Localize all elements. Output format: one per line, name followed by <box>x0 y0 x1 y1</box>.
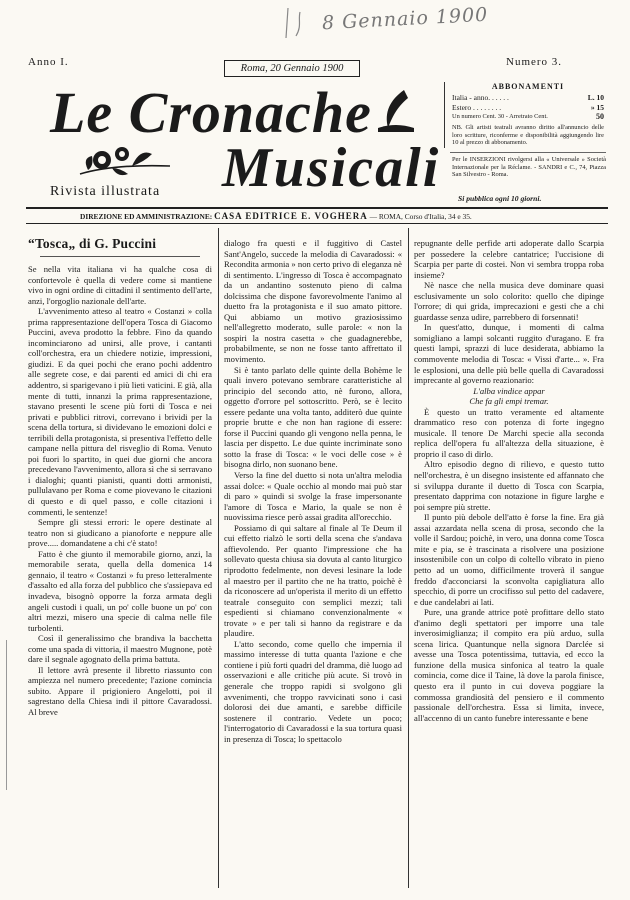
subscriptions-box <box>452 82 604 147</box>
subscriptions-divider <box>444 82 445 148</box>
row-value: » 15 <box>590 102 604 112</box>
article-paragraph: In quest'atto, dunque, i momenti di calma somigliano a lampi solcanti ruggito d'uragano. E fra questi lampi, sprazzi di luce desiderata, abbiamo la commovente melodia di Tosca: « Vissi d'arte... ». Fra le esplosioni, una delle più belle quella di Cavaradossi imprecante al governo reazionario: <box>414 322 604 386</box>
frequency-text: Si pubblica ogni 10 giorni. <box>458 194 542 203</box>
article-paragraph: dialogo fra questi e il fuggitivo di Castel Sant'Angelo, succede la melodia di Cavaradossi: « Recondita armonia » non certo privo di eleganza nè di sentimento. L'ingresso di Tosca è accompagnato da un andantino sostenuto pieno di calma dolcissima che dispone favorevolmente l'animo al duetto fra la protagonista e il suo amato pittore. Qui abbiamo un motivo graziosissimo nell'allegretto moderato, sulle parole: « non la sospiri la nostra casetta » che guadagnerebbe, probabilmente, se non ne fosse tanto affrettato il movimento. <box>224 238 402 365</box>
subscriptions-note: NB. Gli artisti teatrali avranno diritto all'annuncio delle loro scritture, riconferme e disponibilità aggiungendo lire 10 al prezzo di abbonamento. <box>452 124 604 147</box>
article-paragraph: Pure, una grande attrice potè profittare dello stato d'animo degli spettatori per imporre una tale inverosimiglianza; il compito era più arduo, sulla scena lirica. Quantunque nella signora Darclée si avesse una Tosca potentissima, tuttavia, ed ecco la funzione della musica sinfonica al teatro la quale comincia, come dice il Taine, là dove la parola finisce, questo era il punto in cui doveva poggiare la commossa grandiosità del pensiero e il commento passionale dell'orchestra. Essa si limita, invece, all'accenno di un canto funebre interessante e bene <box>414 607 604 723</box>
anno-label: Anno I. <box>28 56 69 68</box>
handwritten-note: 8 Gennaio 1900 <box>321 3 489 35</box>
article-paragraph: Il lettore avrà presente il libretto riassunto con ampiezza nel numero precedente; l'azione comincia subito. Appare il prigioniero Angelotti, poi il sagrestano della Chiesa indi il pittore Cavaradossi. Al breve <box>28 664 212 717</box>
subscriptions-heading: ABBONAMENTI <box>491 82 565 91</box>
pencil-scribble <box>280 4 320 44</box>
title-le-cronache: Le Cronache <box>50 80 372 145</box>
subscription-row-estero <box>452 103 604 113</box>
verse-line: Che fa gli empi tremar. <box>469 396 549 407</box>
verse-line: L'alba vindice appar <box>473 385 545 396</box>
band-top-rule <box>26 207 608 209</box>
row-label: Un numero Cent. 30 - Arretrato Cent. <box>452 113 548 121</box>
direzione-line <box>80 211 472 221</box>
subscription-row-numero <box>452 112 604 122</box>
article-column-3 <box>414 238 604 888</box>
publisher-name: CASA EDITRICE E. VOGHERA <box>214 211 368 221</box>
title-musicali: Musicali <box>222 137 441 199</box>
row-value: L. 10 <box>587 92 604 102</box>
address: — ROMA, Corso d'Italia, 34 e 35. <box>369 212 472 221</box>
row-label: Estero . . . . . . . . <box>452 102 502 112</box>
subscription-row-italia <box>452 93 604 103</box>
date-text: Roma, 20 Gennaio 1900 <box>240 63 344 74</box>
flower-ornament-icon <box>74 140 174 184</box>
article-title: “Tosca„ di G. Puccini <box>28 236 157 251</box>
article-paragraph: È questo un tratto veramente ed altamente drammatico reso con potenza di forte ingegno musicale. Il tenore De Marchi specie alla seconda replica dell'opera fu all'altezza della situazione, è proprio il caso di dirlo. <box>414 406 604 459</box>
article-paragraph: Possiamo di qui saltare al finale al Te Deum il cui effetto rialzò le sorti della scena che s'andava affievolendo. Per quanto l'impressione che ha sollevato questa chiusa sia dovuta al canto liturgico riprodotto fedelmente, non devesi lesinare la lode al maestro per il partito che ne ha tratto, poichè è da riconoscere ad un'operista il merito di un effetto teatrale conseguito con semplici mezzi; tali espedienti si chiamano convenzionalmente « trovate » e per tali si hanno da registrare e da plaudire. <box>224 522 402 639</box>
article-paragraph: Il punto più debole dell'atto è forse la fine. Era già assai azzardata nella scena di prosa, secondo che la volle il Sardou; poichè, in vero, una donna come Tosca mite e pia, se è trascinata a risolvere una posizione insostenibile con un colpo di coltello vibrato in pieno petto ad un uomo, difficilmente troverà il sangue freddo d'acconciarsi la sconvolta capigliatura allo specchio, di porre un crocifisso sul petto del cadavere, e due candelabri ai lati. <box>414 512 604 607</box>
title-rule <box>40 256 200 257</box>
article-paragraph: Altro episodio degno di rilievo, e questo tutto nell'orchestra, è un disegno insistente ed affannato che si sviluppa durante il duetto di Tosca con Scarpia, presentato dapprima con notazione in figure larghe e poi sempre più strette. <box>414 459 604 512</box>
article-paragraph: Si è tanto parlato delle quinte della Bohème le quali invero potevano sembrare caratteristiche al principio del secondo atto, nè furono, allora, oggetto d'orrore pel sottoscritto. Però, se è lecito essere pedante una volta tanto, additerò due quinte proprie brutte e che non han ragione di essere: forse il Puccini quando gli vengono nella penna, le lascia per dispetto. Le due quinte incriminate sono sotto la frase di Tosca: « le voci delle cose » è bisogna dirlo, non suonano bene. <box>224 364 402 470</box>
article-paragraph: Sempre gli stessi errori: le opere destinate al teatro non si giudicano a pianoforte e neppure alle prove..... domandatene a chi c'è stato! <box>28 517 212 549</box>
article-paragraph: Nè nasce che nella musica deve dominare quasi esclusivamente un solo colorito: quello che dipinge l'orrore; di qui grida, imprecazioni e gesti che a chi guardasse senza udire, parrebbero di forsennati! <box>414 280 604 322</box>
row-label: Italia - anno. . . . . . <box>452 92 509 102</box>
article-column-2 <box>224 238 402 888</box>
article-paragraph: L'atto secondo, come quello che imperniа il massimo interesse di tutta quanta l'azione e che contiene i più forti quadri del dramma, diè luogo ad osservazioni e alle critiche più acute. Si trovò in generale che troppo rapidi si svolgono gli avvenimenti, che troppo ravvicinati sono i casi dolorosi dei due amanti, e sarebbe difficile sostenere il contrario. Vedete un poco; l'interrogatorio di Cavaradossi e la sua tortura quasi in presenza di Tosca; lo spettacolo <box>224 638 402 744</box>
quill-ornament-icon <box>374 88 416 132</box>
article-paragraph: Fatto è che giunto il memorabile giorno, anzi, la memorabile serata, quella della domenica 14 gennaio, il teatro « Costanzi » fu preso letteralmente d'assalto ed alla forza del pubblico che s'assiepava ed invadeva, bisognò opporre la forza armata degli angeli custodi i quali, un po' colle buone un po' con altri mezzi, misero una specie di calma nelle file turbolenti. <box>28 548 212 633</box>
band-bottom-rule <box>26 223 608 224</box>
article-paragraph: L'avvenimento atteso al teatro « Costanzi » colla prima rappresentazione dell'opera Tosca di Giacomo Puccini, aveva prodotto la febbre. Fino da quando incominciarono ad unirsi, alle prove, i cantanti coll'orchestra, era un chiedere notizie, impressioni, giudizi. E da quei pochi che erano pochi addentro alle segrete cose, e dai parenti ed amici di chi era addentro, si sparigevano i più lieti vaticini. E già, alla mente di tutti, innanzi la prima rappresentazione, stavano presenti le scene più forti di Tosca e nei privati e pubblici ritrovi, correvano i brividi per la scena della tortura, si dividevano le emozioni dolci e terribili della protagonista, si presentiva l'effetto delle campane nella pittura del risveglio di Roma. Venuto poi fuori lo spartito, in quei due giorni che ancora precedevano l'avvenimento, allora sì che si serravano i dialoghi; quanti pianisti, quanti dotti armonisti, pullulavano per Roma e come piovevano le citazioni di questo e di quel passo, e colle citazioni i commenti, le sentenze! <box>28 306 212 517</box>
article-paragraph: Così il generalissimo che brandiva la bacchetta come una spada di vittoria, il maestro Mugnone, potè dare il segnale agognato della prima battuta. <box>28 633 212 665</box>
column-rule-2 <box>408 228 409 888</box>
date-box <box>224 60 360 77</box>
scan-edge-mark <box>6 640 7 790</box>
column-rule-1 <box>218 228 219 888</box>
direzione-label: DIREZIONE ED AMMINISTRAZIONE: <box>80 212 213 221</box>
row-value: 50 <box>596 112 604 122</box>
article-column-1 <box>28 264 212 889</box>
numero-label: Numero 3. <box>506 56 563 68</box>
article-paragraph: Se nella vita italiana vi ha qualche cosa di confortevole è quella di vedere come si mantiene vivo in ogni ordine di cittadini il sentimento dell'arte, anzi, l'orgoglio nazionale dell'arte. <box>28 264 212 306</box>
subtitle: Rivista illustrata <box>50 184 161 199</box>
article-paragraph: Verso la fine del duetto si nota un'altra melodia assai dolce: « Quale occhio al mondo mai può star di paro » quindi si svolge la frase impersonante l'amore di Tosca e Mario, la quale se non è nuovissima riesce però assai gradita all'orecchio. <box>224 470 402 523</box>
article-paragraph: repugnante delle perfide arti adoperate dallo Scarpia per possedere la celebre cantatrice; l'uccisione di Scarpia per parte di costei. Non vi sembra troppa roba insieme? <box>414 238 604 280</box>
subscriptions-rule <box>450 152 606 153</box>
inserzioni-text: Per le INSERZIONI rivolgersi alla « Universale » Società Internazionale per la Réclame. - SANDRI e C., 74, Piazza San Silvestro - Roma. <box>452 156 606 179</box>
